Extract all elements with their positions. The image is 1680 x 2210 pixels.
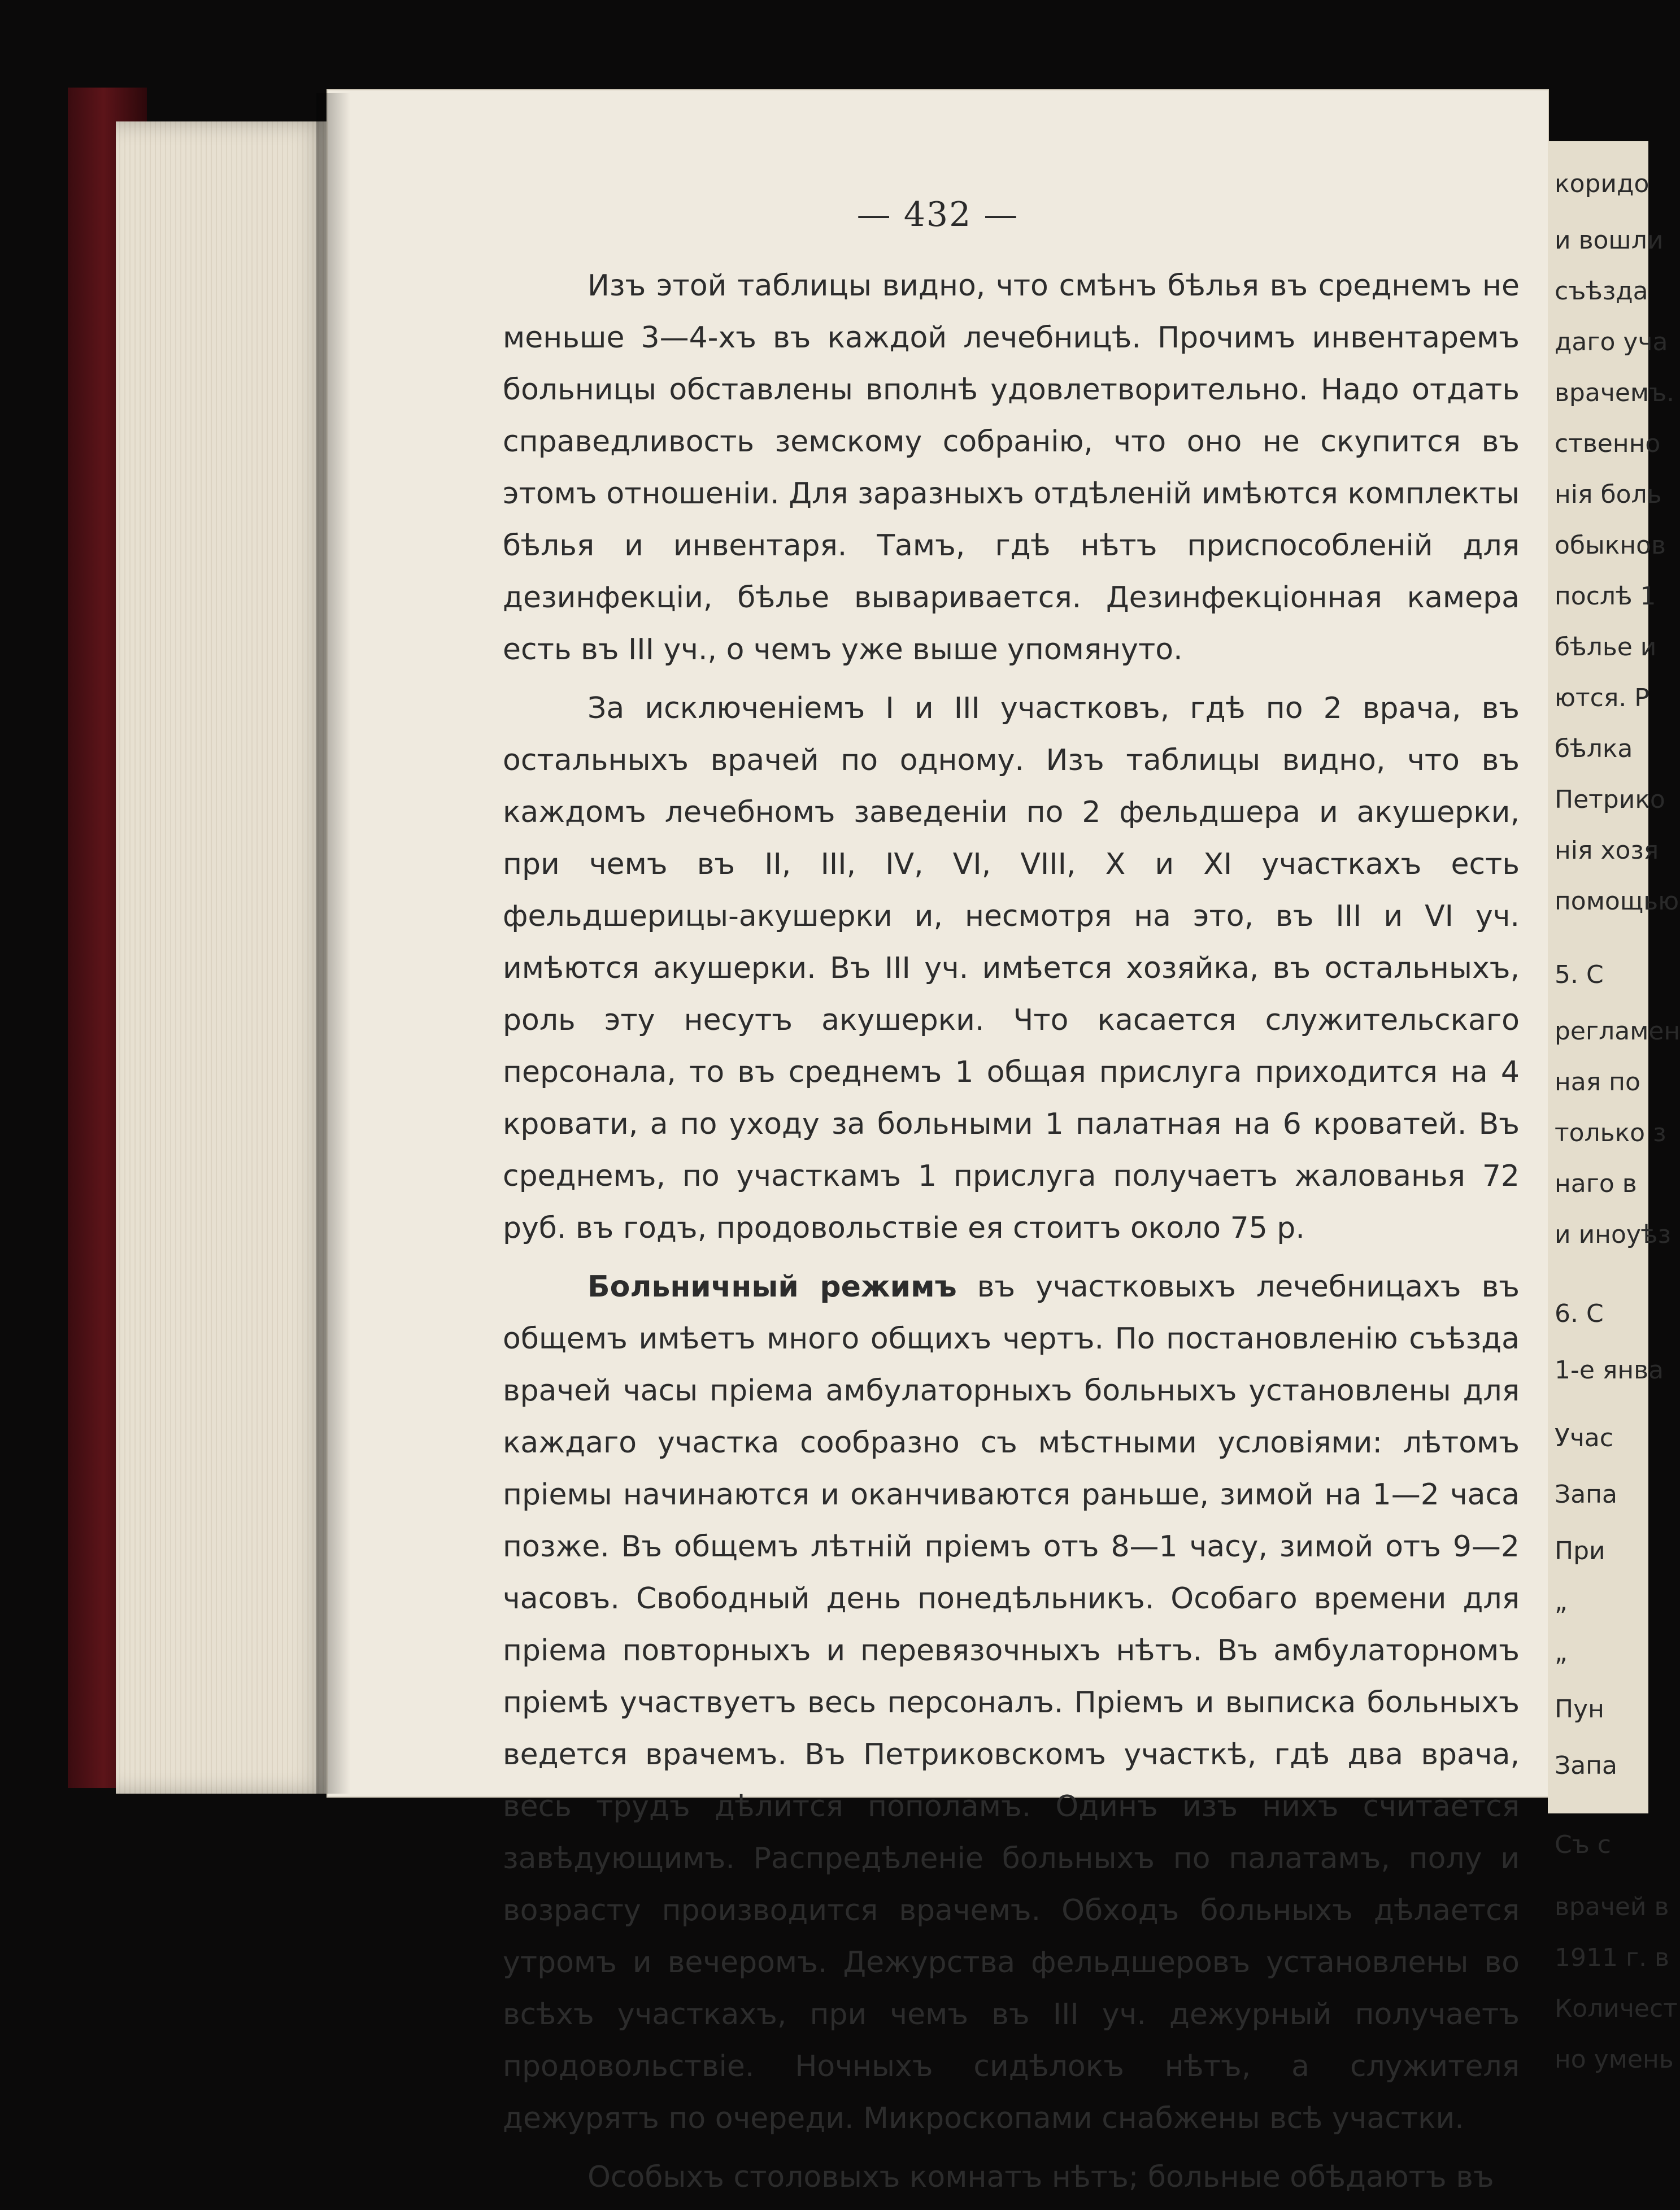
- adjacent-page-line: даго уча: [1555, 328, 1668, 356]
- adjacent-page-line: врачей в: [1555, 1893, 1669, 1921]
- adjacent-page-line: ются. Р: [1555, 684, 1649, 712]
- adjacent-page-line: 6. С: [1555, 1299, 1604, 1328]
- adjacent-page-line: „: [1555, 1638, 1568, 1667]
- adjacent-page-line: послѣ 1: [1555, 582, 1656, 611]
- page-number: — 432 —: [856, 195, 1019, 234]
- paragraph-4: [503, 2151, 1520, 2203]
- adjacent-page-line: врачемъ.: [1555, 379, 1675, 407]
- page-text: [503, 260, 1520, 2210]
- book-page: [328, 90, 1548, 2194]
- adjacent-page-line: 1911 г. в: [1555, 1943, 1669, 1972]
- adjacent-page-line: 1-е янва: [1555, 1356, 1664, 1385]
- paragraph-text: въ участковыхъ лечебницахъ въ общемъ имѣетъ много общихъ чертъ. По постановленію съѣзда врачей часы пріема амбулаторныхъ больныхъ установлены для каждаго участка сообразно съ мѣстными условіями: лѣтомъ пріемы начинаются и оканчиваются раньше, зимой на 1—2 часа позже. Въ общемъ лѣтній пріемъ отъ 8—1 часу, зимой отъ 9—2 часовъ. Свободный день понедѣльникъ. Особаго времени для пріема повторныхъ и перевязочныхъ нѣтъ. Въ амбулаторномъ пріемѣ участвуетъ весь персоналъ. Пріемъ и выписка больныхъ ведется врачемъ. Въ Петриковскомъ участкѣ, гдѣ два врача, весь трудъ дѣлится пополамъ. Одинъ изъ нихъ считается завѣдующимъ. Распредѣленіе больныхъ по палатамъ, полу и возрасту производится врачемъ. Обходъ больныхъ дѣлается утромъ и вечеромъ. Дежурства фельдшеровъ установлены во всѣхъ участкахъ, при чемъ въ III уч. дежурный получаетъ продовольствіе. Ночныхъ сидѣлокъ нѣтъ, а служителя дежурятъ по очереди. Микроскопами снабжены всѣ участки.: [503, 1270, 1520, 2135]
- adjacent-page-line: „: [1555, 1587, 1568, 1616]
- adjacent-page-line: Запа: [1555, 1751, 1617, 1780]
- adjacent-page-line: помощью: [1555, 887, 1679, 916]
- adjacent-page-line: регламен: [1555, 1017, 1680, 1046]
- adjacent-page-line: нія хозя: [1555, 836, 1659, 865]
- adjacent-page-line: но умень: [1555, 2045, 1674, 2074]
- paragraph-3: [503, 1261, 1520, 2144]
- adjacent-page-line: съѣзда: [1555, 277, 1648, 306]
- adjacent-page-line: бѣлка: [1555, 734, 1633, 763]
- adjacent-page: [1548, 141, 1680, 2074]
- adjacent-page-line: Петрико: [1555, 785, 1665, 814]
- adjacent-page-line: Количест: [1555, 1994, 1678, 2023]
- paragraph-text: Изъ этой таблицы видно, что смѣнъ бѣлья въ среднемъ не меньше 3—4-хъ въ каждой лечебницѣ. Прочимъ инвентаремъ больницы обставлены вполнѣ удовлетворительно. Надо отдать справедливость земскому собранію, что оно не скупится въ этомъ отношеніи. Для заразныхъ отдѣленій имѣются комплекты бѣлья и инвентаря. Тамъ, гдѣ нѣтъ приспособленій для дезинфекціи, бѣлье вываривается. Дезинфекціонная камера есть въ III уч., о чемъ уже выше упомянуто.: [503, 269, 1520, 667]
- adjacent-page-line: и вошли: [1555, 226, 1664, 255]
- paragraph-1: [503, 260, 1520, 676]
- adjacent-page-line: 5. С: [1555, 960, 1604, 989]
- adjacent-page-line: Запа: [1555, 1480, 1617, 1509]
- adjacent-page-line: и иноуѣз: [1555, 1220, 1671, 1249]
- gutter-shadow: [316, 93, 350, 1794]
- adjacent-page-line: Учас: [1555, 1424, 1613, 1452]
- adjacent-page-line: бѣлье и: [1555, 633, 1657, 662]
- paragraph-2: [503, 682, 1520, 1254]
- adjacent-page-line: наго в: [1555, 1169, 1637, 1198]
- adjacent-page-line: обыкнов: [1555, 531, 1666, 560]
- adjacent-page-line: только з: [1555, 1119, 1666, 1147]
- paragraph-lead: Больничный режимъ: [587, 1270, 957, 1304]
- adjacent-page-line: нія боль: [1555, 480, 1662, 509]
- paragraph-text: За исключеніемъ I и III участковъ, гдѣ по 2 врача, въ остальныхъ врачей по одному. Изъ таблицы видно, что въ каждомъ лечебномъ заведеніи по 2 фельдшера и акушерки, при чемъ въ II, III, IV, VI, VIII, X и XI участкахъ есть фельдшерицы-акушерки и, несмотря на это, въ III и VI уч. имѣются акушерки. Въ III уч. имѣется хозяйка, въ остальныхъ, роль эту несутъ акушерки. Что касается служительскаго персонала, то въ среднемъ 1 общая прислуга приходится на 4 кровати, а по уходу за больными 1 палатная на 6 кроватей. Въ среднемъ, по участкамъ 1 прислуга получаетъ жалованья 72 руб. въ годъ, продовольствіе ея стоитъ около 75 р.: [503, 691, 1520, 1245]
- adjacent-page-line: ная по: [1555, 1068, 1640, 1097]
- adjacent-page-line: Пун: [1555, 1695, 1604, 1724]
- adjacent-page-line: коридо: [1555, 169, 1649, 198]
- paragraph-text: Особыхъ столовыхъ комнатъ нѣтъ; больные обѣдаютъ въ: [587, 2160, 1494, 2194]
- adjacent-page-line: Съ с: [1555, 1830, 1611, 1859]
- adjacent-page-line: При: [1555, 1537, 1605, 1565]
- adjacent-page-line: ственно: [1555, 429, 1661, 458]
- page-stack-edges: [116, 121, 333, 1794]
